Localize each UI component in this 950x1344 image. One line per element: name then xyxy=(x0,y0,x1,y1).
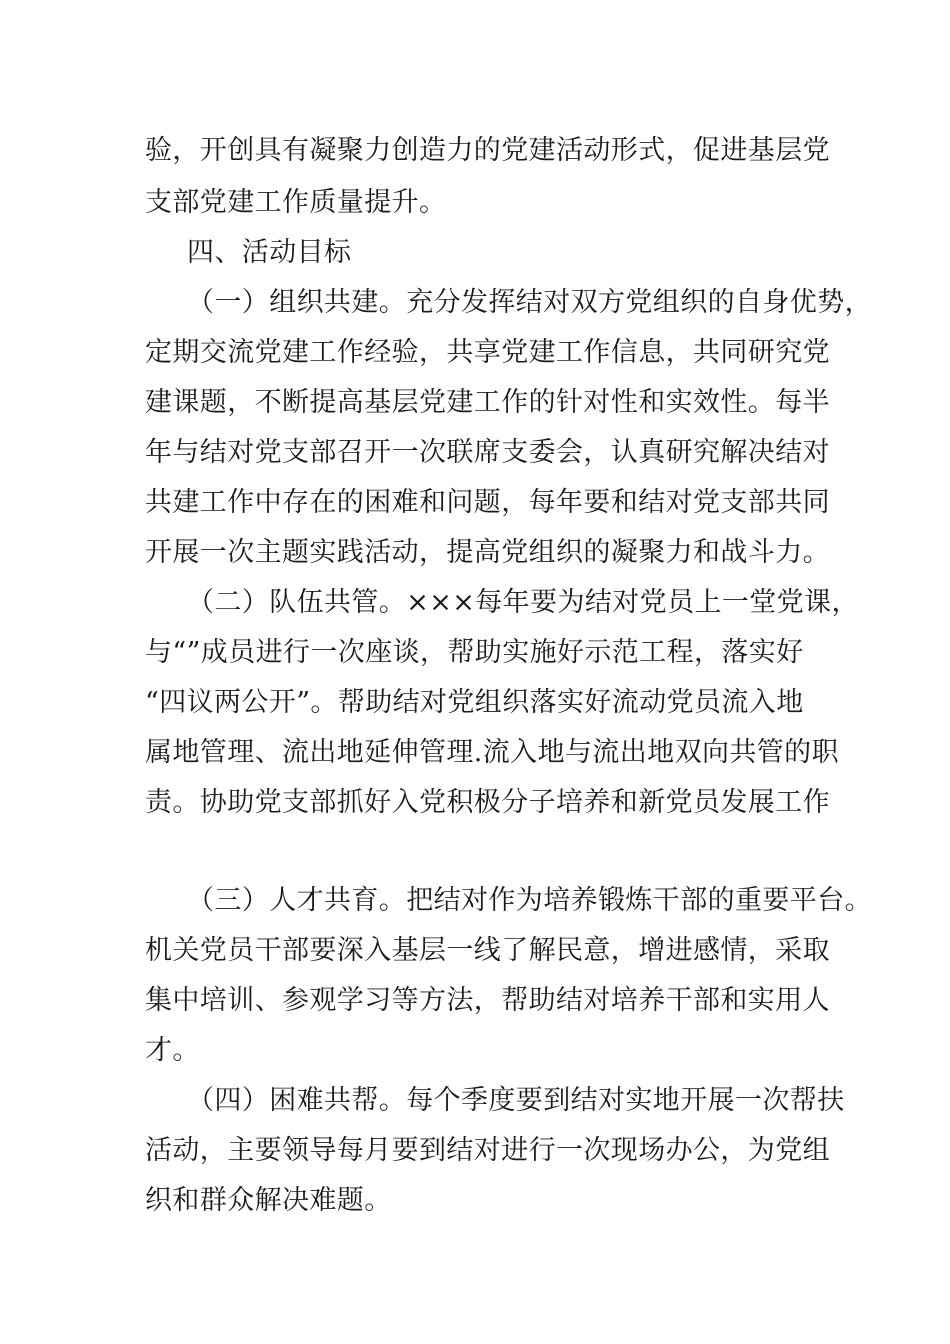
text-line: （二）队伍共管。×××每年要为结对党员上一堂党课， xyxy=(187,587,859,618)
text-line: 机关党员干部要深入基层一线了解民意，增进感情，采取 xyxy=(145,935,830,966)
text-line: 活动，主要领导每月要到结对进行一次现场办公，为党组 xyxy=(145,1135,830,1166)
text-line: 验，开创具有凝聚力创造力的党建活动形式，促进基层党 xyxy=(145,135,830,166)
text-line: （三）人才共育。把结对作为培养锻炼干部的重要平台。 xyxy=(187,885,872,916)
text-line: 共建工作中存在的困难和问题，每年要和结对党支部共同 xyxy=(145,487,830,518)
section-heading: 四、活动目标 xyxy=(187,237,352,268)
text-line: “四议两公开”。帮助结对党组织落实好流动党员流入地 xyxy=(145,687,804,718)
text-line: 织和群众解决难题。 xyxy=(145,1185,392,1216)
text-line: 与“”成员进行一次座谈，帮助实施好示范工程，落实好 xyxy=(145,637,804,668)
text-line: 责。协助党支部抓好入党积极分子培养和新党员发展工作 xyxy=(145,787,830,818)
text-line: 开展一次主题实践活动，提高党组织的凝聚力和战斗力。 xyxy=(145,537,830,568)
text-line: 才。 xyxy=(145,1035,200,1066)
text-line: 建课题，不断提高基层党建工作的针对性和实效性。每半 xyxy=(145,387,830,418)
text-line: （一）组织共建。充分发挥结对双方党组织的自身优势， xyxy=(187,287,872,318)
text-line: 属地管理、流出地延伸管理.流入地与流出地双向共管的职 xyxy=(145,737,839,768)
text-line: （四）困难共帮。每个季度要到结对实地开展一次帮扶 xyxy=(187,1085,845,1116)
text-line: 支部党建工作质量提升。 xyxy=(145,187,447,218)
text-line: 集中培训、参观学习等方法，帮助结对培养干部和实用人 xyxy=(145,985,830,1016)
text-line: 年与结对党支部召开一次联席支委会，认真研究解决结对 xyxy=(145,437,830,468)
text-line: 定期交流党建工作经验，共享党建工作信息，共同研究党 xyxy=(145,337,830,368)
